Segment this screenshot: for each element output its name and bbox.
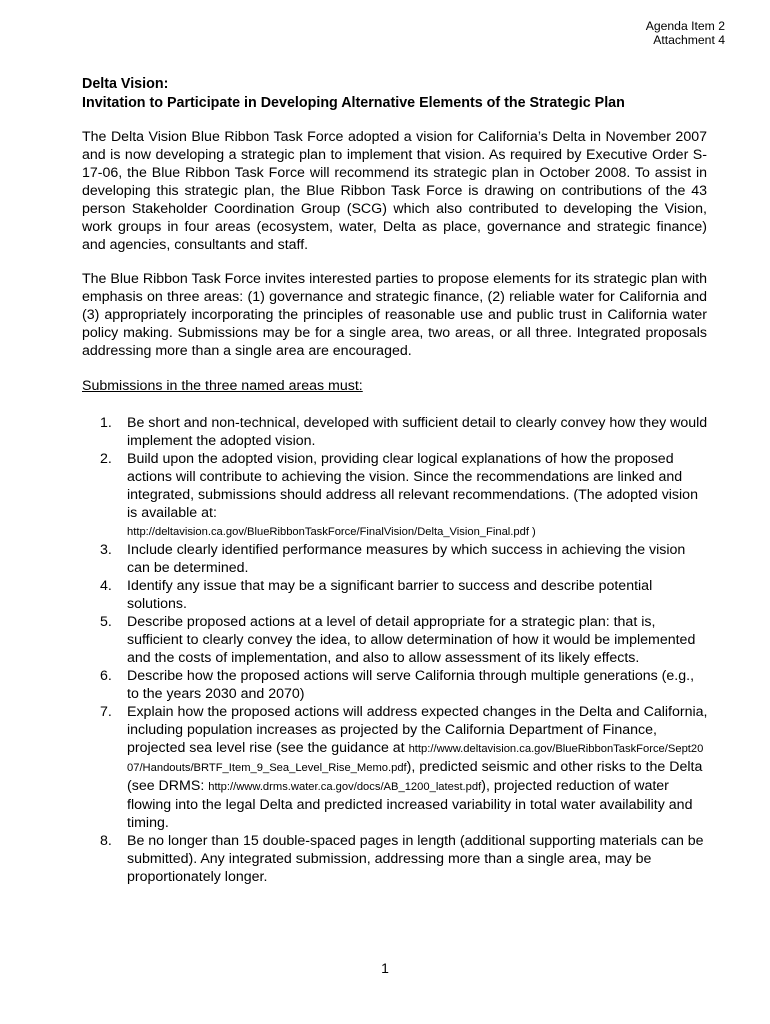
page-number: 1	[381, 960, 389, 976]
list-item-text: Build upon the adopted vision, providing clear logical explanations of how the proposed actions will contribute to achieving the vision. Since the recommendations are linked and integrated, submissions should address all relevant recommendations. (The adopted vision is available at:	[127, 451, 698, 521]
list-number: 5.	[100, 614, 112, 630]
sea-level-memo-link[interactable]: http://www.deltavision.ca.gov/BlueRibbonTaskForce/Sept2007/Handouts/BRTF_Item_9_Sea_Level_Rise_Memo.pdf	[127, 743, 704, 774]
list-number: 4.	[100, 578, 112, 594]
list-item-text: Explain how the proposed actions will address expected changes in the Delta and California, including population increases as projected by the California Department of Finance, projected sea level rise (see the guidance at	[127, 704, 708, 756]
list-number: 1.	[100, 415, 112, 431]
agenda-item-label: Agenda Item 2	[645, 19, 725, 33]
submission-requirements-heading: Submissions in the three named areas must:	[82, 378, 363, 394]
list-item-text: Include clearly identified performance measures by which success in achieving the vision can be determined.	[127, 542, 686, 576]
requirements-list	[100, 414, 708, 886]
list-item-text: Be short and non-technical, developed with sufficient detail to clearly convey how they would implement the adopted vision.	[127, 415, 708, 449]
list-item	[100, 832, 708, 886]
list-item	[100, 667, 708, 703]
agenda-header	[646, 19, 725, 47]
list-item-text: Describe proposed actions at a level of detail appropriate for a strategic plan: that is, sufficient to clearly convey the idea, to allow determination of how it would be implemented and the costs of implementation, and also to allow assessment of its likely effects.	[127, 614, 696, 666]
list-number: 2.	[100, 451, 112, 467]
drms-link[interactable]: http://www.drms.water.ca.gov/docs/AB_1200_latest.pdf	[208, 781, 482, 793]
attachment-label: Attachment 4	[653, 33, 725, 47]
list-item-text-continued: ), predicted seismic and other risks to the Delta (see DRMS:	[127, 759, 703, 794]
title-line-1: Delta Vision:	[82, 76, 169, 92]
invitation-paragraph: The Blue Ribbon Task Force invites interested parties to propose elements for its strategic plan with emphasis on three areas: (1) governance and strategic finance, (2) reliable water for California and (3) appropriately incorporating the principles of reasonable use and public trust in California water policy making. Submissions may be for a single area, two areas, or all three. Integrated proposals addressing more than a single area are encouraged.	[82, 271, 707, 359]
vision-link[interactable]: http://deltavision.ca.gov/BlueRibbonTaskForce/FinalVision/Delta_Vision_Final.pdf )	[127, 526, 536, 538]
list-number: 6.	[100, 668, 112, 684]
list-item	[100, 414, 708, 450]
list-item	[100, 541, 708, 577]
intro-paragraph: The Delta Vision Blue Ribbon Task Force adopted a vision for California’s Delta in November 2007 and is now developing a strategic plan to implement that vision. As required by Executive Order S-17-06, the Blue Ribbon Task Force will recommend its strategic plan in October 2008. To assist in developing this strategic plan, the Blue Ribbon Task Force is drawing on contributions of the 43 person Stakeholder Coordination Group (SCG) which also contributed to developing the Vision, work groups in four areas (ecosystem, water, Delta as place, governance and strategic finance) and agencies, consultants and staff.	[82, 129, 707, 253]
list-item	[100, 613, 708, 667]
list-item-text: Describe how the proposed actions will serve California through multiple generations (e.g., to the years 2030 and 2070)	[127, 668, 695, 702]
list-number: 7.	[100, 704, 112, 720]
list-item-text: Be no longer than 15 double-spaced pages in length (additional supporting materials can be submitted). Any integrated submission, addressing more than a single area, may be proportionately longer.	[127, 833, 704, 885]
list-item	[100, 703, 708, 832]
list-number: 3.	[100, 542, 112, 558]
list-item	[100, 450, 708, 541]
list-item-text: Identify any issue that may be a significant barrier to success and describe potential solutions.	[127, 578, 653, 612]
document-title	[82, 75, 712, 113]
title-line-2: Invitation to Participate in Developing Alternative Elements of the Strategic Plan	[82, 95, 625, 111]
list-item	[100, 577, 708, 613]
list-number: 8.	[100, 833, 112, 849]
list-item-text-end: ), projected reduction of water flowing into the legal Delta and predicted increased variability in total water availability and timing.	[127, 778, 693, 831]
